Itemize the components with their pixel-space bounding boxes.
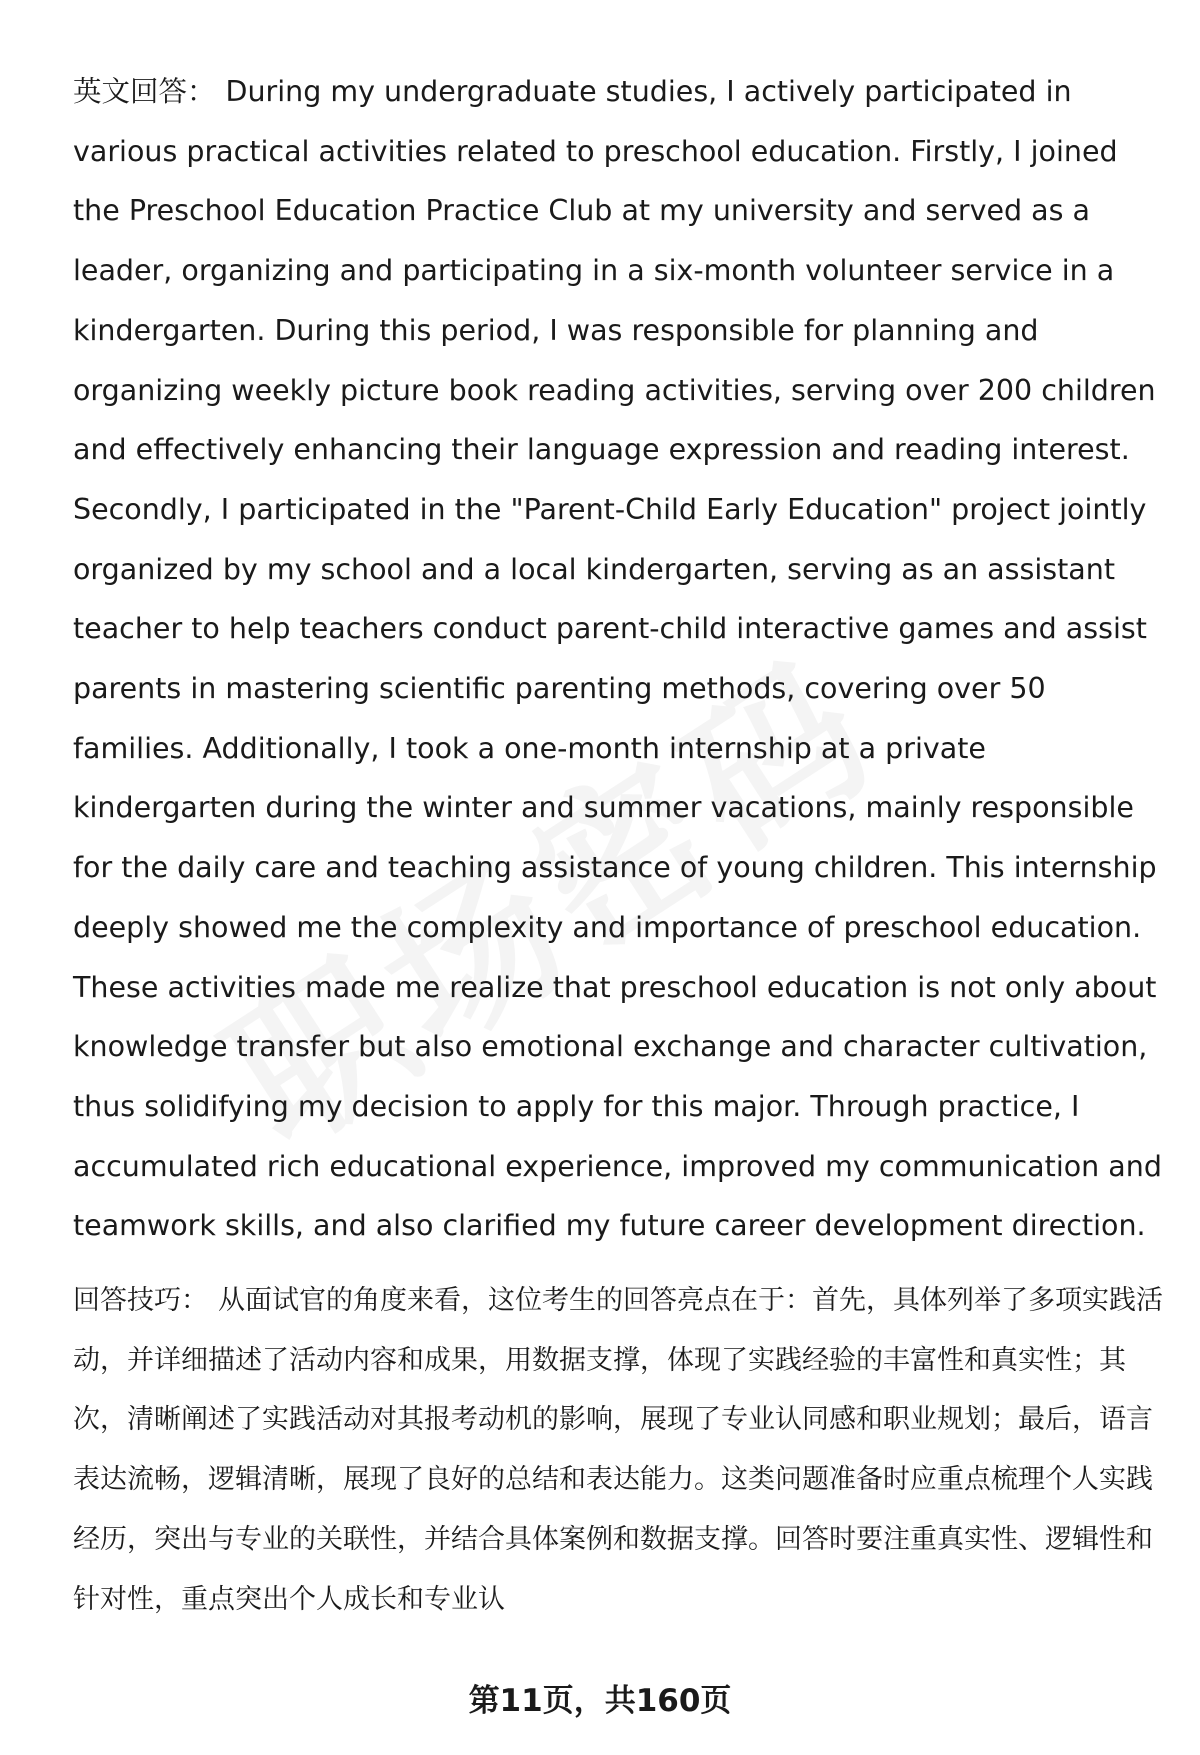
page-number-footer: 第11页，共160页 <box>468 1683 732 1719</box>
answer-tips-text: 从面试官的角度来看，这位考生的回答亮点在于：首先，具体列举了多项实践活动，并详细描述了活动内容和成果，用数据支撑，体现了实践经验的丰富性和真实性；其次，清晰阐述了实践活动对其报考动机的影响，展现了专业认同感和职业规划；最后，语言表达流畅，逻辑清晰，展现了良好的总结和表达能力。这类问题准备时应重点梳理个人实践经历，突出与专业的关联性，并结合具体案例和数据支撑。回答时要注重真实性、逻辑性和针对性，重点突出个人成长和专业认 <box>73 1285 1163 1615</box>
answer-tips-paragraph <box>73 1271 1163 1629</box>
answer-tips-label: 回答技巧： <box>73 1285 208 1317</box>
english-answer-text: During my undergraduate studies, I actively participated in various practical activities related to preschool education. Firstly, I joined the Preschool Education Practice Club at my university and served as a leader, organizing and participating in a six-month volunteer service in a kindergarten. During this period, I was responsible for planning and organizing weekly picture book reading activities, serving over 200 children and effectively enhancing their language expression and reading interest. Secondly, I participated in the "Parent-Child Early Education" project jointly organized by my school and a local kindergarten, serving as an assistant teacher to help teachers conduct parent-child interactive games and assist parents in mastering scientific parenting methods, covering over 50 families. Additionally, I took a one-month internship at a private kindergarten during the winter and summer vacations, mainly responsible for the daily care and teaching assistance of young children. This internship deeply showed me the complexity and importance of preschool education. These activities made me realize that preschool education is not only about knowledge transfer but also emotional exchange and character cultivation, thus solidifying my decision to apply for this major. Through practice, I accumulated rich educational experience, improved my communication and teamwork skills, and also clarified my future career development direction. <box>73 75 1162 1243</box>
english-answer-paragraph <box>73 62 1163 1256</box>
page-content <box>73 62 1163 1629</box>
english-answer-label: 英文回答： <box>73 75 216 108</box>
